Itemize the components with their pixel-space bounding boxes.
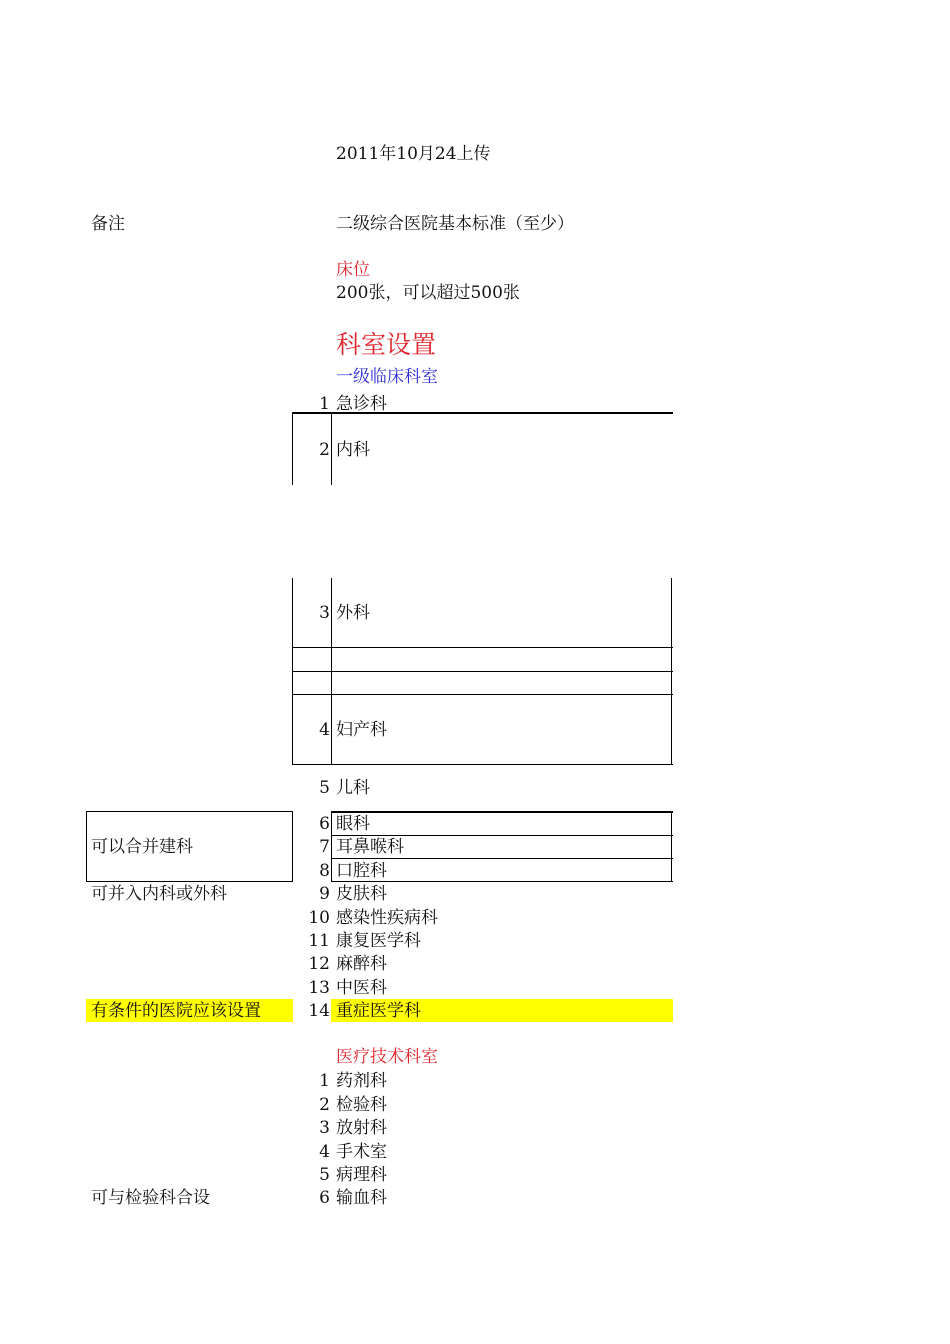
dept-name: 重症医学科	[336, 1001, 421, 1021]
remarks-label: 备注	[91, 214, 125, 234]
dept-num: 2	[319, 440, 330, 460]
medtech-name: 药剂科	[336, 1071, 387, 1091]
dept-name: 口腔科	[336, 861, 387, 881]
dept-name: 急诊科	[336, 394, 387, 414]
medtech-num: 1	[319, 1071, 330, 1091]
dept-num: 5	[319, 778, 330, 798]
grid-line	[292, 764, 673, 765]
grid-line	[292, 671, 673, 672]
medtech-num: 4	[319, 1142, 330, 1162]
medtech-name: 病理科	[336, 1165, 387, 1185]
dept-num: 8	[319, 861, 330, 881]
upload-date: 2011年10月24上传	[336, 144, 491, 164]
standard-title: 二级综合医院基本标准（至少）	[336, 214, 574, 234]
dept-num: 12	[308, 954, 330, 974]
dept-num: 14	[308, 1001, 330, 1021]
beds-value: 200张，可以超过500张	[336, 283, 520, 303]
grid-line	[331, 812, 332, 882]
dept-name: 感染性疾病科	[336, 908, 438, 928]
with-lab-note: 可与检验科合设	[91, 1188, 210, 1208]
medtech-num: 6	[319, 1188, 330, 1208]
dept-num: 9	[319, 884, 330, 904]
dept-name: 耳鼻喉科	[336, 837, 404, 857]
grid-line	[331, 413, 332, 485]
dept-name: 外科	[336, 603, 370, 623]
clinical-heading: 一级临床科室	[336, 367, 438, 387]
dept-num: 4	[319, 720, 330, 740]
dept-name: 儿科	[336, 778, 370, 798]
medtech-heading: 医疗技术科室	[336, 1047, 438, 1067]
dept-num: 3	[319, 603, 330, 623]
dept-name: 麻醉科	[336, 954, 387, 974]
dept-name: 眼科	[336, 814, 370, 834]
medtech-num: 2	[319, 1095, 330, 1115]
merge-into-note: 可并入内科或外科	[91, 884, 227, 904]
dept-num: 7	[319, 837, 330, 857]
medtech-num: 5	[319, 1165, 330, 1185]
medtech-name: 检验科	[336, 1095, 387, 1115]
grid-line	[292, 694, 673, 695]
grid-line	[331, 858, 673, 859]
dept-name: 妇产科	[336, 720, 387, 740]
dept-num: 1	[319, 394, 330, 414]
departments-heading: 科室设置	[336, 330, 437, 359]
grid-line	[671, 812, 672, 882]
dept-num: 10	[308, 908, 330, 928]
dept-name: 内科	[336, 440, 370, 460]
dept-num: 6	[319, 814, 330, 834]
medtech-name: 手术室	[336, 1142, 387, 1162]
dept-name: 皮肤科	[336, 884, 387, 904]
merge-note: 可以合并建科	[91, 837, 193, 857]
dept-name: 康复医学科	[336, 931, 421, 951]
grid-line	[331, 811, 673, 813]
beds-heading: 床位	[336, 260, 370, 280]
dept-num: 13	[308, 978, 330, 998]
dept-num: 11	[308, 931, 330, 951]
grid-line	[292, 647, 673, 648]
medtech-name: 输血科	[336, 1188, 387, 1208]
medtech-name: 放射科	[336, 1118, 387, 1138]
dept-name: 中医科	[336, 978, 387, 998]
medtech-num: 3	[319, 1118, 330, 1138]
conditional-note: 有条件的医院应该设置	[91, 1001, 261, 1021]
